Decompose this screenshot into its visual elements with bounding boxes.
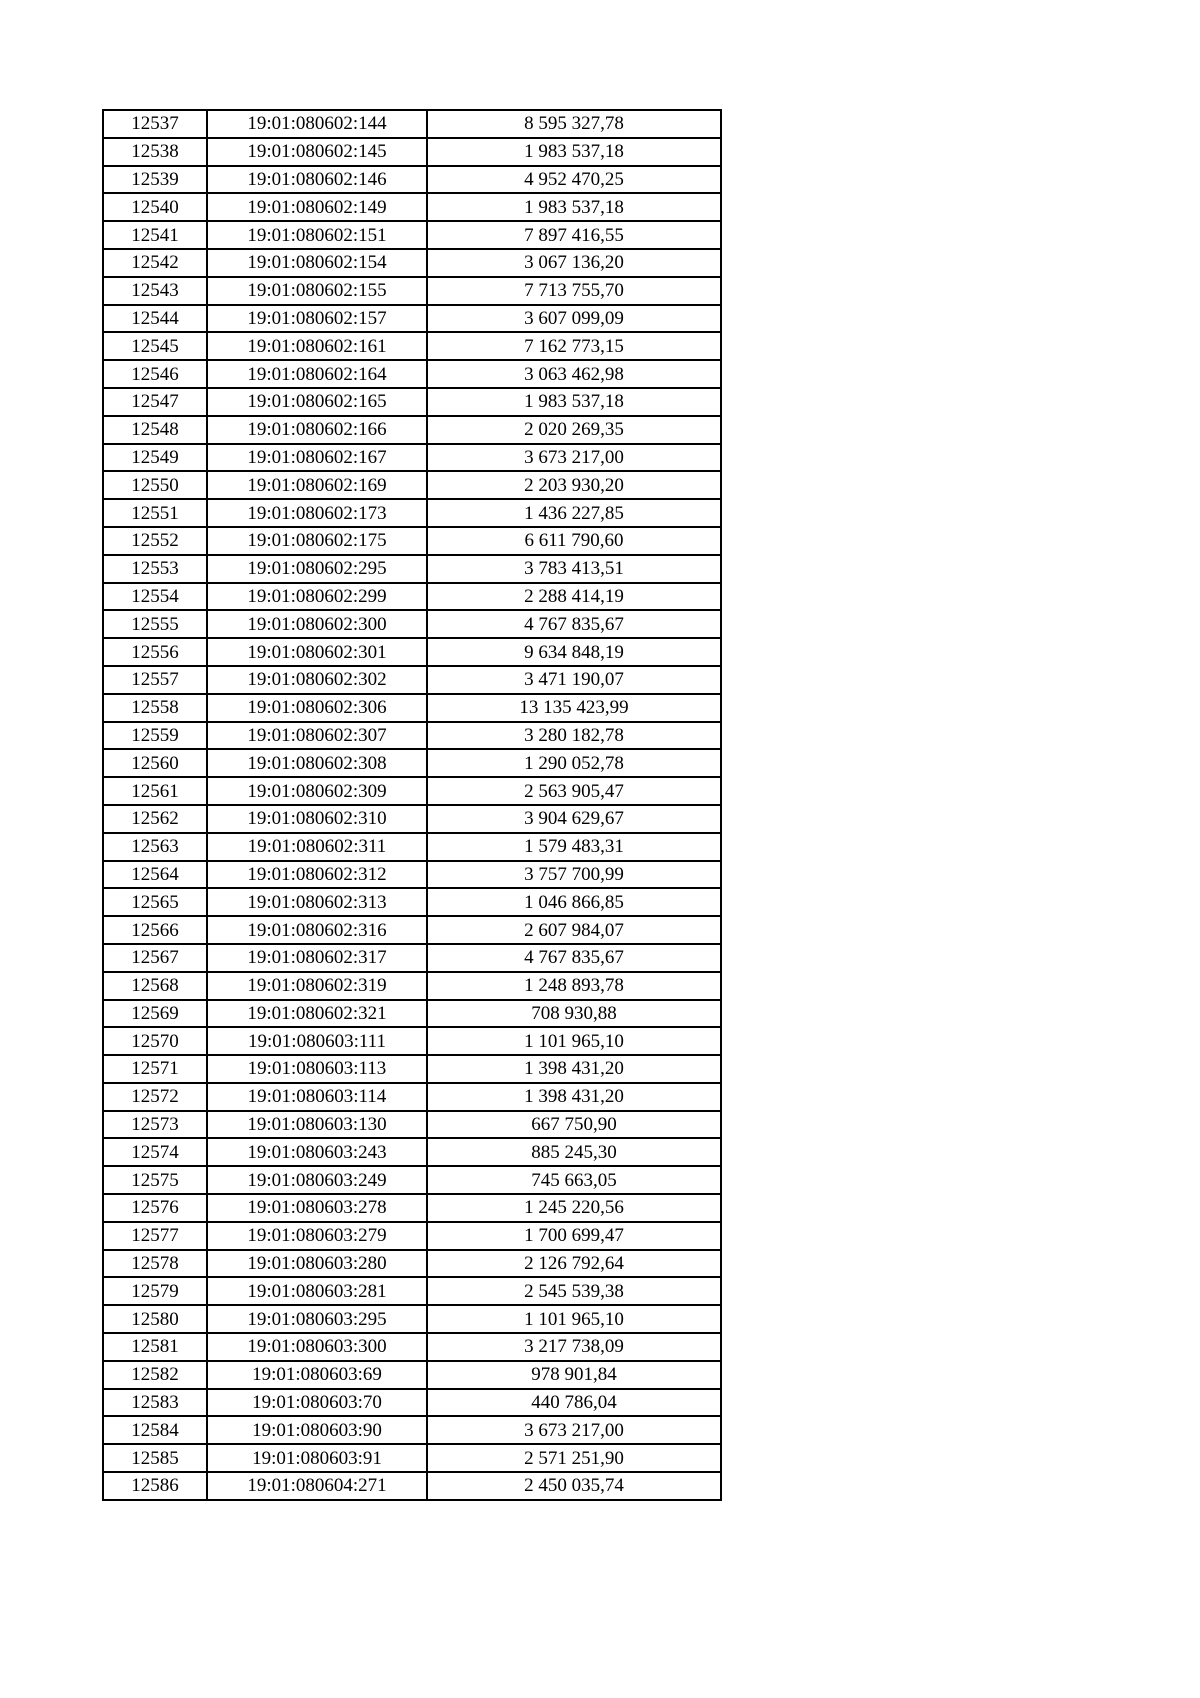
table-row	[103, 499, 721, 527]
cadastral-value-cell: 2 571 251,90	[427, 1444, 721, 1472]
row-number-cell: 12585	[103, 1444, 207, 1472]
cadastral-number-cell: 19:01:080602:311	[207, 833, 427, 861]
table-row	[103, 1250, 721, 1278]
row-number-cell: 12560	[103, 749, 207, 777]
table-row	[103, 1277, 721, 1305]
cadastral-number-cell: 19:01:080602:144	[207, 110, 427, 138]
cadastral-number-cell: 19:01:080603:295	[207, 1305, 427, 1333]
row-number-cell: 12547	[103, 388, 207, 416]
table-row	[103, 1472, 721, 1500]
cadastral-number-cell: 19:01:080602:165	[207, 388, 427, 416]
row-number-cell: 12556	[103, 638, 207, 666]
cadastral-value-cell: 3 063 462,98	[427, 360, 721, 388]
table-row	[103, 305, 721, 333]
cadastral-value-cell: 3 471 190,07	[427, 666, 721, 694]
cadastral-value-cell: 1 700 699,47	[427, 1222, 721, 1250]
table-row	[103, 833, 721, 861]
table-row	[103, 666, 721, 694]
row-number-cell: 12572	[103, 1083, 207, 1111]
cadastral-number-cell: 19:01:080602:299	[207, 583, 427, 611]
row-number-cell: 12542	[103, 249, 207, 277]
cadastral-number-cell: 19:01:080603:249	[207, 1166, 427, 1194]
row-number-cell: 12566	[103, 916, 207, 944]
cadastral-value-cell: 1 290 052,78	[427, 749, 721, 777]
row-number-cell: 12574	[103, 1138, 207, 1166]
row-number-cell: 12581	[103, 1333, 207, 1361]
cadastral-value-cell: 3 757 700,99	[427, 861, 721, 889]
cadastral-value-table	[102, 109, 722, 1501]
cadastral-value-cell: 3 904 629,67	[427, 805, 721, 833]
cadastral-number-cell: 19:01:080602:155	[207, 277, 427, 305]
row-number-cell: 12567	[103, 944, 207, 972]
table-row	[103, 1416, 721, 1444]
cadastral-number-cell: 19:01:080602:307	[207, 722, 427, 750]
table-row	[103, 193, 721, 221]
cadastral-value-cell: 4 952 470,25	[427, 166, 721, 194]
cadastral-number-cell: 19:01:080603:300	[207, 1333, 427, 1361]
cadastral-number-cell: 19:01:080603:278	[207, 1194, 427, 1222]
table-row	[103, 277, 721, 305]
cadastral-number-cell: 19:01:080602:308	[207, 749, 427, 777]
cadastral-number-cell: 19:01:080602:306	[207, 694, 427, 722]
cadastral-number-cell: 19:01:080602:145	[207, 138, 427, 166]
table-row	[103, 221, 721, 249]
row-number-cell: 12548	[103, 416, 207, 444]
table-row	[103, 1194, 721, 1222]
row-number-cell: 12540	[103, 193, 207, 221]
row-number-cell: 12558	[103, 694, 207, 722]
row-number-cell: 12554	[103, 583, 207, 611]
table-row	[103, 555, 721, 583]
cadastral-value-cell: 8 595 327,78	[427, 110, 721, 138]
row-number-cell: 12543	[103, 277, 207, 305]
table-row	[103, 1027, 721, 1055]
cadastral-number-cell: 19:01:080602:166	[207, 416, 427, 444]
table-row	[103, 1000, 721, 1028]
row-number-cell: 12586	[103, 1472, 207, 1500]
table-row	[103, 1083, 721, 1111]
table-row	[103, 1222, 721, 1250]
cadastral-number-cell: 19:01:080603:130	[207, 1111, 427, 1139]
table-row	[103, 972, 721, 1000]
cadastral-value-cell: 7 897 416,55	[427, 221, 721, 249]
cadastral-value-cell: 2 126 792,64	[427, 1250, 721, 1278]
row-number-cell: 12565	[103, 888, 207, 916]
cadastral-value-cell: 1 436 227,85	[427, 499, 721, 527]
row-number-cell: 12557	[103, 666, 207, 694]
table-row	[103, 138, 721, 166]
cadastral-number-cell: 19:01:080602:317	[207, 944, 427, 972]
table-row	[103, 888, 721, 916]
table-row	[103, 694, 721, 722]
cadastral-value-cell: 708 930,88	[427, 1000, 721, 1028]
cadastral-number-cell: 19:01:080603:280	[207, 1250, 427, 1278]
table-row	[103, 583, 721, 611]
row-number-cell: 12571	[103, 1055, 207, 1083]
row-number-cell: 12578	[103, 1250, 207, 1278]
cadastral-value-cell: 2 020 269,35	[427, 416, 721, 444]
row-number-cell: 12579	[103, 1277, 207, 1305]
cadastral-number-cell: 19:01:080602:301	[207, 638, 427, 666]
row-number-cell: 12539	[103, 166, 207, 194]
cadastral-value-cell: 3 067 136,20	[427, 249, 721, 277]
table-row	[103, 527, 721, 555]
row-number-cell: 12583	[103, 1389, 207, 1417]
cadastral-value-cell: 978 901,84	[427, 1361, 721, 1389]
table-row	[103, 332, 721, 360]
row-number-cell: 12561	[103, 777, 207, 805]
cadastral-value-cell: 745 663,05	[427, 1166, 721, 1194]
table-row	[103, 1138, 721, 1166]
cadastral-number-cell: 19:01:080603:111	[207, 1027, 427, 1055]
table-row	[103, 110, 721, 138]
cadastral-value-cell: 885 245,30	[427, 1138, 721, 1166]
cadastral-number-cell: 19:01:080603:279	[207, 1222, 427, 1250]
row-number-cell: 12552	[103, 527, 207, 555]
cadastral-value-cell: 3 673 217,00	[427, 1416, 721, 1444]
row-number-cell: 12538	[103, 138, 207, 166]
cadastral-value-cell: 3 217 738,09	[427, 1333, 721, 1361]
cadastral-number-cell: 19:01:080602:157	[207, 305, 427, 333]
table-row	[103, 166, 721, 194]
table-row	[103, 1166, 721, 1194]
cadastral-value-cell: 7 162 773,15	[427, 332, 721, 360]
cadastral-number-cell: 19:01:080602:175	[207, 527, 427, 555]
table-body	[103, 110, 721, 1500]
cadastral-number-cell: 19:01:080602:154	[207, 249, 427, 277]
table-row	[103, 249, 721, 277]
table-row	[103, 805, 721, 833]
cadastral-number-cell: 19:01:080603:69	[207, 1361, 427, 1389]
row-number-cell: 12576	[103, 1194, 207, 1222]
table-row	[103, 388, 721, 416]
cadastral-number-cell: 19:01:080602:302	[207, 666, 427, 694]
row-number-cell: 12569	[103, 1000, 207, 1028]
cadastral-value-cell: 1 398 431,20	[427, 1055, 721, 1083]
cadastral-value-cell: 1 983 537,18	[427, 193, 721, 221]
row-number-cell: 12555	[103, 610, 207, 638]
row-number-cell: 12562	[103, 805, 207, 833]
table-row	[103, 916, 721, 944]
cadastral-value-cell: 2 288 414,19	[427, 583, 721, 611]
row-number-cell: 12568	[103, 972, 207, 1000]
cadastral-value-cell: 2 607 984,07	[427, 916, 721, 944]
cadastral-number-cell: 19:01:080602:164	[207, 360, 427, 388]
cadastral-value-cell: 9 634 848,19	[427, 638, 721, 666]
cadastral-number-cell: 19:01:080603:114	[207, 1083, 427, 1111]
cadastral-value-cell: 1 983 537,18	[427, 388, 721, 416]
row-number-cell: 12575	[103, 1166, 207, 1194]
table-row	[103, 1111, 721, 1139]
table-row	[103, 1333, 721, 1361]
cadastral-value-cell: 440 786,04	[427, 1389, 721, 1417]
cadastral-number-cell: 19:01:080603:281	[207, 1277, 427, 1305]
cadastral-number-cell: 19:01:080602:321	[207, 1000, 427, 1028]
row-number-cell: 12570	[103, 1027, 207, 1055]
cadastral-number-cell: 19:01:080603:70	[207, 1389, 427, 1417]
cadastral-value-cell: 7 713 755,70	[427, 277, 721, 305]
row-number-cell: 12577	[103, 1222, 207, 1250]
cadastral-number-cell: 19:01:080602:146	[207, 166, 427, 194]
table-row	[103, 1055, 721, 1083]
cadastral-number-cell: 19:01:080602:312	[207, 861, 427, 889]
row-number-cell: 12550	[103, 471, 207, 499]
cadastral-value-cell: 1 245 220,56	[427, 1194, 721, 1222]
row-number-cell: 12580	[103, 1305, 207, 1333]
cadastral-value-cell: 3 280 182,78	[427, 722, 721, 750]
cadastral-number-cell: 19:01:080602:300	[207, 610, 427, 638]
cadastral-number-cell: 19:01:080603:91	[207, 1444, 427, 1472]
cadastral-number-cell: 19:01:080602:316	[207, 916, 427, 944]
row-number-cell: 12553	[103, 555, 207, 583]
table-row	[103, 416, 721, 444]
table-row	[103, 1361, 721, 1389]
cadastral-value-cell: 1 983 537,18	[427, 138, 721, 166]
table-row	[103, 610, 721, 638]
cadastral-value-cell: 1 248 893,78	[427, 972, 721, 1000]
row-number-cell: 12544	[103, 305, 207, 333]
cadastral-value-cell: 1 101 965,10	[427, 1027, 721, 1055]
cadastral-value-cell: 667 750,90	[427, 1111, 721, 1139]
cadastral-value-cell: 4 767 835,67	[427, 944, 721, 972]
cadastral-value-cell: 2 563 905,47	[427, 777, 721, 805]
cadastral-number-cell: 19:01:080602:295	[207, 555, 427, 583]
cadastral-value-cell: 3 607 099,09	[427, 305, 721, 333]
table-row	[103, 861, 721, 889]
table-row	[103, 722, 721, 750]
cadastral-number-cell: 19:01:080602:161	[207, 332, 427, 360]
row-number-cell: 12582	[103, 1361, 207, 1389]
row-number-cell: 12541	[103, 221, 207, 249]
row-number-cell: 12573	[103, 1111, 207, 1139]
table-row	[103, 444, 721, 472]
cadastral-value-cell: 2 450 035,74	[427, 1472, 721, 1500]
cadastral-value-cell: 13 135 423,99	[427, 694, 721, 722]
cadastral-value-cell: 3 783 413,51	[427, 555, 721, 583]
row-number-cell: 12563	[103, 833, 207, 861]
table-row	[103, 777, 721, 805]
cadastral-number-cell: 19:01:080602:309	[207, 777, 427, 805]
cadastral-value-cell: 1 398 431,20	[427, 1083, 721, 1111]
table-row	[103, 1305, 721, 1333]
row-number-cell: 12559	[103, 722, 207, 750]
cadastral-number-cell: 19:01:080602:151	[207, 221, 427, 249]
table-row	[103, 944, 721, 972]
row-number-cell: 12545	[103, 332, 207, 360]
cadastral-value-cell: 1 101 965,10	[427, 1305, 721, 1333]
cadastral-number-cell: 19:01:080602:319	[207, 972, 427, 1000]
table-row	[103, 638, 721, 666]
cadastral-number-cell: 19:01:080602:310	[207, 805, 427, 833]
cadastral-number-cell: 19:01:080602:167	[207, 444, 427, 472]
cadastral-value-cell: 6 611 790,60	[427, 527, 721, 555]
cadastral-number-cell: 19:01:080604:271	[207, 1472, 427, 1500]
row-number-cell: 12564	[103, 861, 207, 889]
cadastral-value-cell: 1 046 866,85	[427, 888, 721, 916]
table-row	[103, 360, 721, 388]
cadastral-number-cell: 19:01:080602:173	[207, 499, 427, 527]
table-row	[103, 1389, 721, 1417]
cadastral-value-cell: 2 203 930,20	[427, 471, 721, 499]
cadastral-value-cell: 4 767 835,67	[427, 610, 721, 638]
cadastral-value-cell: 1 579 483,31	[427, 833, 721, 861]
row-number-cell: 12584	[103, 1416, 207, 1444]
cadastral-value-cell: 2 545 539,38	[427, 1277, 721, 1305]
row-number-cell: 12551	[103, 499, 207, 527]
row-number-cell: 12549	[103, 444, 207, 472]
cadastral-value-cell: 3 673 217,00	[427, 444, 721, 472]
cadastral-number-cell: 19:01:080603:243	[207, 1138, 427, 1166]
cadastral-number-cell: 19:01:080602:313	[207, 888, 427, 916]
cadastral-number-cell: 19:01:080603:90	[207, 1416, 427, 1444]
row-number-cell: 12546	[103, 360, 207, 388]
cadastral-number-cell: 19:01:080602:149	[207, 193, 427, 221]
table-row	[103, 471, 721, 499]
cadastral-number-cell: 19:01:080602:169	[207, 471, 427, 499]
table-row	[103, 1444, 721, 1472]
table-row	[103, 749, 721, 777]
row-number-cell: 12537	[103, 110, 207, 138]
cadastral-number-cell: 19:01:080603:113	[207, 1055, 427, 1083]
